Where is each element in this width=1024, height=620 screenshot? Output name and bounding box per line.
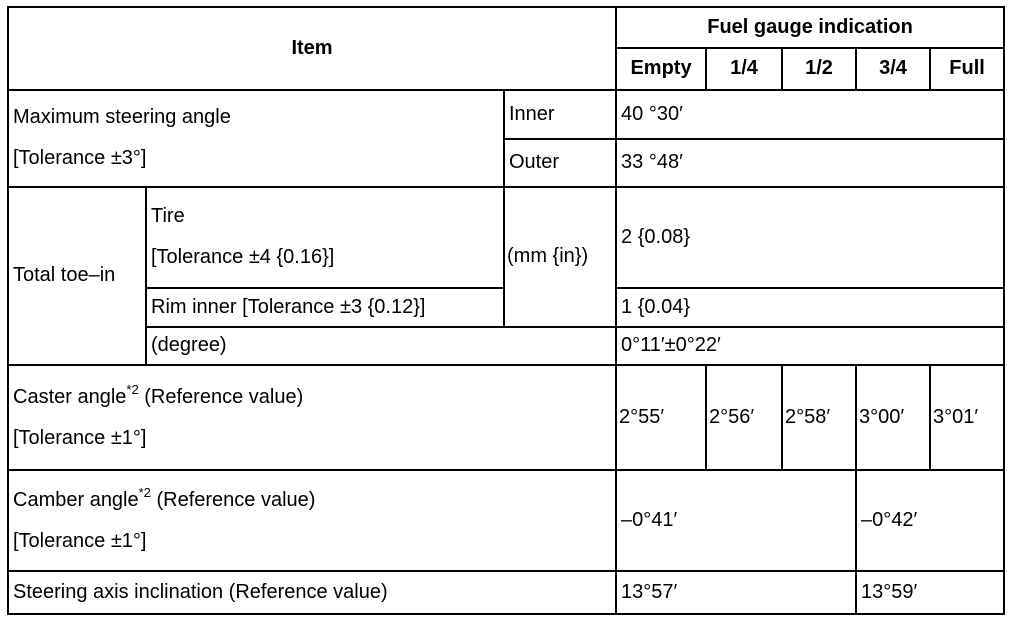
degree-label: (degree): [146, 327, 616, 366]
caster-value-three-quarter: 3°00′: [856, 365, 930, 470]
caster-tolerance: [Tolerance ±1°]: [13, 426, 147, 449]
alignment-spec-table: [7, 6, 1005, 615]
caster-value-full: 3°01′: [930, 365, 1004, 470]
tire-tolerance: [Tolerance ±4 {0.16}]: [151, 246, 335, 269]
camber-label-cell: [8, 470, 616, 572]
table-row: [8, 90, 1004, 139]
camber-label: Camber angle: [13, 488, 139, 511]
fuel-level-full: Full: [930, 48, 1004, 91]
max-steering-label-cell: [8, 90, 504, 186]
max-steering-tolerance: [Tolerance ±3°]: [13, 147, 147, 170]
caster-reference-note: (Reference value): [144, 385, 304, 408]
tire-value: 2 {0.08}: [616, 187, 1004, 289]
caster-value-empty: 2°55′: [616, 365, 706, 470]
item-header: Item: [8, 7, 616, 90]
steering-axis-value-low: 13°57′: [616, 571, 856, 614]
tire-label: Tire: [151, 205, 185, 228]
fuel-level-quarter: 1/4: [706, 48, 782, 91]
rim-value: 1 {0.04}: [616, 288, 1004, 327]
outer-label: Outer: [504, 139, 616, 187]
caster-label: Caster angle: [13, 385, 127, 408]
table-row: [8, 187, 1004, 289]
camber-footnote-mark: *2: [138, 484, 151, 500]
caster-label-line: [13, 381, 611, 427]
table-row: [8, 470, 1004, 572]
fuel-level-three-quarter: 3/4: [856, 48, 930, 91]
fuel-gauge-header: Fuel gauge indication: [616, 7, 1004, 48]
steering-axis-label: Steering axis inclination (Reference value): [8, 571, 616, 614]
caster-label-cell: [8, 365, 616, 470]
camber-value-high: –0°42′: [856, 470, 1004, 572]
camber-tolerance: [Tolerance ±1°]: [13, 529, 147, 552]
caster-value-half: 2°58′: [782, 365, 856, 470]
inner-value: 40 °30′: [616, 90, 1004, 139]
caster-value-quarter: 2°56′: [706, 365, 782, 470]
max-steering-label: Maximum steering angle: [13, 106, 231, 129]
degree-value: 0°11′±0°22′: [616, 327, 1004, 366]
rim-label: Rim inner [Tolerance ±3 {0.12}]: [146, 288, 504, 327]
tire-label-cell: [146, 187, 504, 289]
camber-reference-note: (Reference value): [156, 488, 316, 511]
toe-in-unit: (mm {in}): [504, 187, 616, 327]
table-row: [8, 327, 1004, 366]
outer-value: 33 °48′: [616, 139, 1004, 187]
header-row: [8, 7, 1004, 48]
fuel-level-empty: Empty: [616, 48, 706, 91]
table-row: [8, 571, 1004, 614]
fuel-level-half: 1/2: [782, 48, 856, 91]
toe-in-label: Total toe–in: [8, 187, 146, 366]
steering-axis-value-high: 13°59′: [856, 571, 1004, 614]
camber-value-low: –0°41′: [616, 470, 856, 572]
inner-label: Inner: [504, 90, 616, 139]
caster-footnote-mark: *2: [126, 381, 139, 397]
table-row: [8, 365, 1004, 470]
camber-label-line: [13, 484, 611, 530]
